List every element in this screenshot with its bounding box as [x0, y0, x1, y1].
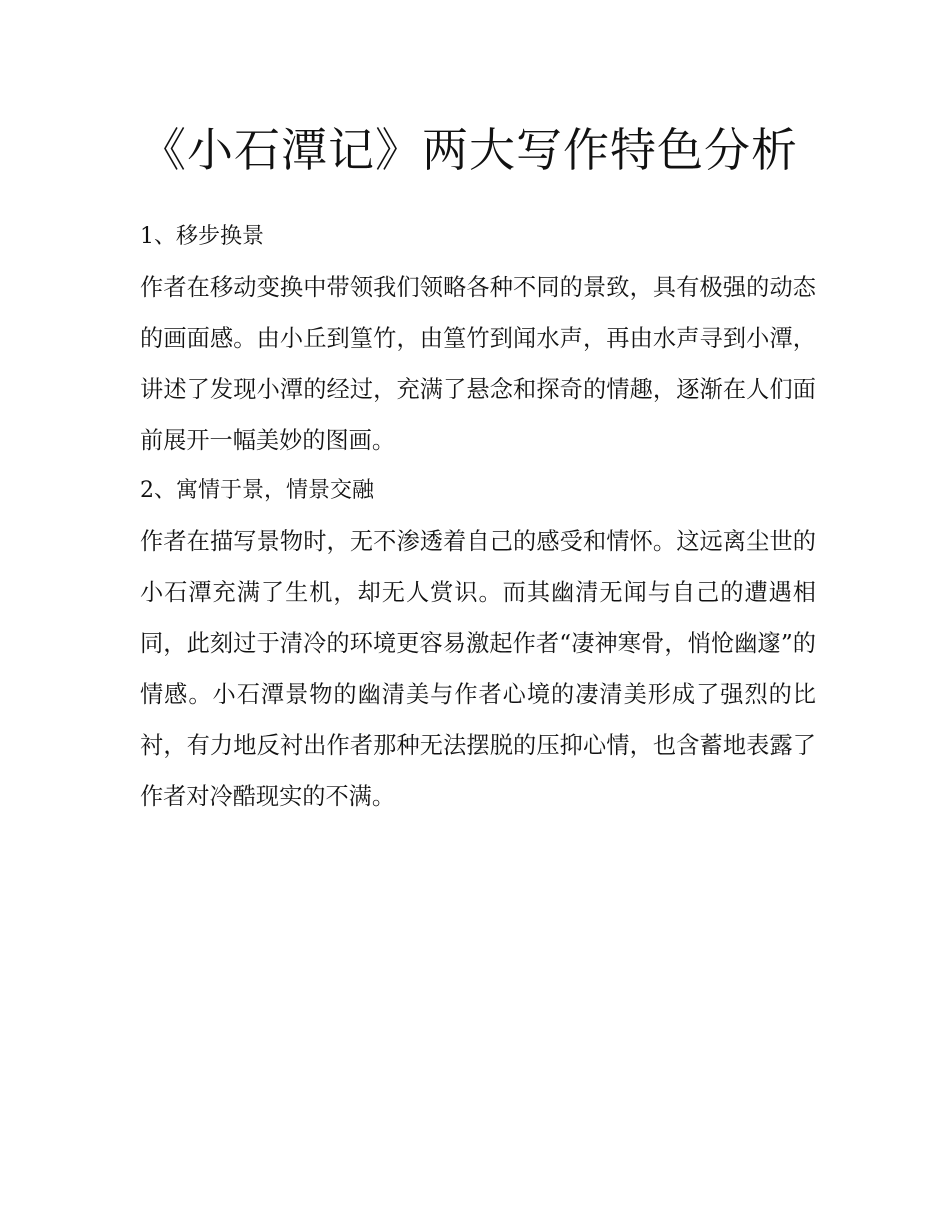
title-spacer: [140, 188, 816, 212]
section-body-1: 作者在移动变换中带领我们领略各种不同的景致，具有极强的动态的画面感。由小丘到篁竹，由篁竹到闻水声，再由水声寻到小潭，讲述了发现小潭的经过，充满了悬念和探奇的情趣，逐渐在人们面前展开一幅美妙的图画。: [140, 274, 816, 454]
document-title: 《小石潭记》两大写作特色分析: [140, 123, 798, 177]
section-heading-2: 2、寓情于景，情景交融: [140, 478, 374, 503]
document-content: [140, 112, 816, 822]
section-2: [140, 466, 816, 822]
section-body-2: 作者在描写景物时，无不渗透着自己的感受和情怀。这远离尘世的小石潭充满了生机，却无人赏识。而其幽清无闻与自己的遭遇相同，此刻过于清冷的环境更容易激起作者“凄神寒骨，悄怆幽邃”的情感。小石潭景物的幽清美与作者心境的凄清美形成了强烈的比衬，有力地反衬出作者那种无法摆脱的压抑心情，也含蓄地表露了作者对冷酷现实的不满。: [140, 528, 816, 810]
section-1: [140, 212, 816, 466]
section-heading-1: 1、移步换景: [140, 224, 264, 249]
